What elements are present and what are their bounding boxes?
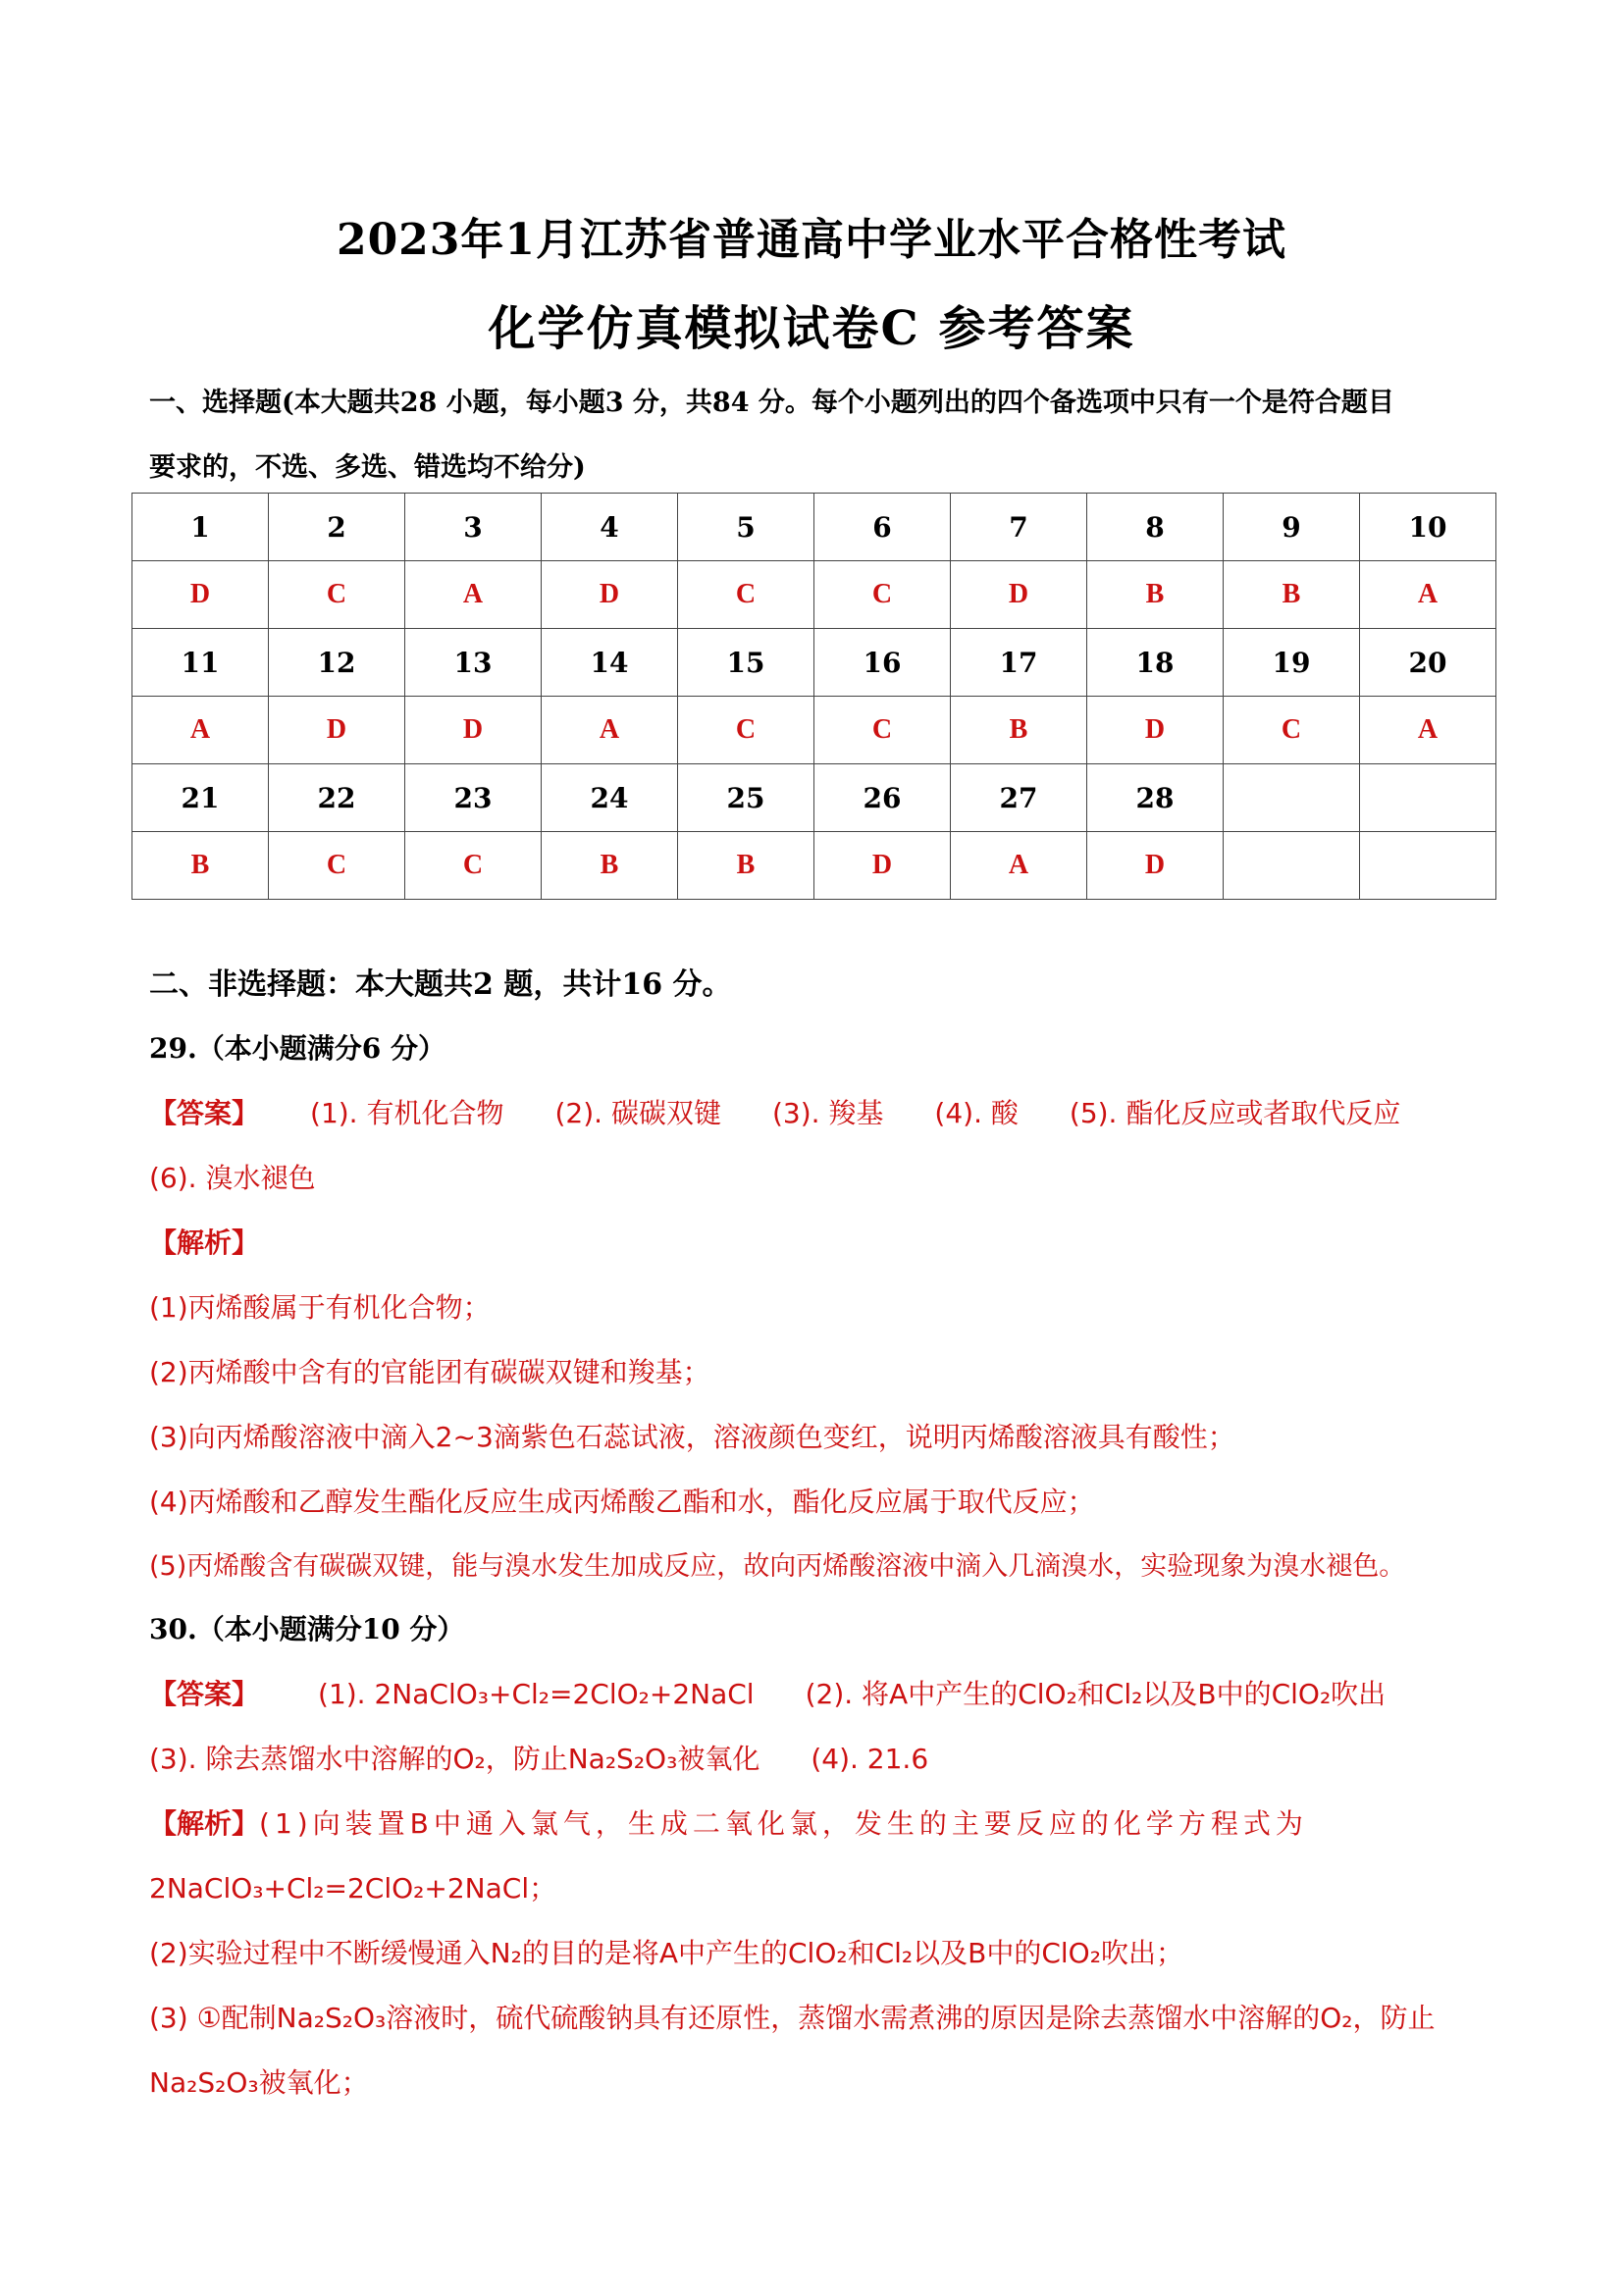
empty-cell bbox=[1224, 764, 1360, 832]
q30-analysis-1: (1)向装置B中通入氯气，生成二氧化氯，发生的主要反应的化学方程式为 bbox=[259, 1807, 1308, 1840]
answer-key: B bbox=[132, 832, 269, 900]
question-number: 25 bbox=[678, 764, 814, 832]
answer-key-row bbox=[132, 697, 1496, 764]
section2-heading: 二、非选择题：本大题共2 题，共计16 分。 bbox=[149, 967, 732, 1002]
answer-key: A bbox=[405, 561, 542, 629]
question-number-row bbox=[132, 764, 1496, 832]
empty-cell bbox=[1360, 832, 1496, 900]
q30-heading: 30.（本小题满分10 分） bbox=[149, 1613, 465, 1645]
question-number: 5 bbox=[678, 494, 814, 561]
answer-key: A bbox=[1360, 697, 1496, 764]
exam-subtitle: 化学仿真模拟试卷C 参考答案 bbox=[488, 301, 1135, 356]
q29-analysis-5: (5)丙烯酸含有碳碳双键，能与溴水发生加成反应，故向丙烯酸溶液中滴入几滴溴水，实验现象为溴水褪色。 bbox=[149, 1551, 1406, 1582]
section1-heading-line1: 一、选择题(本大题共28 小题，每小题3 分，共84 分。每个小题列出的四个备选项中只有一个是符合题目 bbox=[149, 388, 1394, 418]
question-number: 6 bbox=[814, 494, 951, 561]
answer-key: B bbox=[1087, 561, 1224, 629]
answer-key: B bbox=[542, 832, 678, 900]
answer-key: D bbox=[1087, 697, 1224, 764]
question-number: 12 bbox=[269, 629, 405, 697]
q29-analysis-2: (2)丙烯酸中含有的官能团有碳碳双键和羧基； bbox=[149, 1356, 710, 1388]
answer-key: C bbox=[678, 697, 814, 764]
answer-key: D bbox=[951, 561, 1087, 629]
q30-answer-label: 【答案】 bbox=[149, 1678, 260, 1710]
question-number: 18 bbox=[1087, 629, 1224, 697]
answer-key: A bbox=[542, 697, 678, 764]
q29-answer-1: (1). 有机化合物 bbox=[310, 1097, 504, 1129]
q29-answer-6: (6). 溴水褪色 bbox=[149, 1162, 316, 1194]
question-number: 20 bbox=[1360, 629, 1496, 697]
answer-key: C bbox=[1224, 697, 1360, 764]
q29-answer-3: (3). 羧基 bbox=[771, 1097, 884, 1129]
answer-key: D bbox=[132, 561, 269, 629]
q29-answer-4: (4). 酸 bbox=[934, 1097, 1019, 1129]
question-number: 10 bbox=[1360, 494, 1496, 561]
question-number-row bbox=[132, 494, 1496, 561]
question-number-row bbox=[132, 629, 1496, 697]
answer-table bbox=[131, 493, 1496, 900]
q30-analysis-5: Na₂S₂O₃被氧化； bbox=[149, 2066, 369, 2099]
question-number: 21 bbox=[132, 764, 269, 832]
q30-answer-4: (4). 21.6 bbox=[811, 1743, 929, 1775]
question-number: 3 bbox=[405, 494, 542, 561]
q30-answer-2: (2). 将A中产生的ClO₂和Cl₂以及B中的ClO₂吹出 bbox=[805, 1678, 1387, 1710]
question-number: 13 bbox=[405, 629, 542, 697]
answer-key: B bbox=[1224, 561, 1360, 629]
question-number: 4 bbox=[542, 494, 678, 561]
answer-key: D bbox=[1087, 832, 1224, 900]
q30-analysis-3: (2)实验过程中不断缓慢通入N₂的目的是将A中产生的ClO₂和Cl₂以及B中的ClO₂吹出； bbox=[149, 1937, 1183, 1969]
question-number: 11 bbox=[132, 629, 269, 697]
q29-analysis-4: (4)丙烯酸和乙醇发生酯化反应生成丙烯酸乙酯和水，酯化反应属于取代反应； bbox=[149, 1486, 1095, 1518]
question-number: 19 bbox=[1224, 629, 1360, 697]
answer-key: A bbox=[1360, 561, 1496, 629]
answer-key: B bbox=[678, 832, 814, 900]
answer-key: B bbox=[951, 697, 1087, 764]
question-number: 23 bbox=[405, 764, 542, 832]
q30-analysis-2: 2NaClO₃+Cl₂=2ClO₂+2NaCl； bbox=[149, 1872, 557, 1905]
answer-key: C bbox=[405, 832, 542, 900]
q30-analysis-line1 bbox=[149, 1792, 1493, 1856]
answer-key-row bbox=[132, 561, 1496, 629]
answer-key: A bbox=[132, 697, 269, 764]
q29-analysis-1: (1)丙烯酸属于有机化合物； bbox=[149, 1291, 491, 1324]
q29-analysis-label: 【解析】 bbox=[149, 1226, 260, 1259]
answer-key: D bbox=[405, 697, 542, 764]
question-number: 14 bbox=[542, 629, 678, 697]
answer-key: C bbox=[814, 697, 951, 764]
answer-key: C bbox=[269, 561, 405, 629]
q30-analysis-4: (3) ①配制Na₂S₂O₃溶液时，硫代硫酸钠具有还原性，蒸馏水需煮沸的原因是除去蒸馏水中溶解的O₂，防止 bbox=[149, 2002, 1436, 2034]
question-30 bbox=[149, 1597, 1493, 2115]
answer-key-row bbox=[132, 832, 1496, 900]
q29-heading: 29.（本小题满分6 分） bbox=[149, 1032, 445, 1065]
question-number: 15 bbox=[678, 629, 814, 697]
q30-analysis-label: 【解析】 bbox=[149, 1807, 260, 1840]
answer-key: C bbox=[269, 832, 405, 900]
q29-answer-label: 【答案】 bbox=[149, 1097, 260, 1129]
question-number: 8 bbox=[1087, 494, 1224, 561]
question-number: 1 bbox=[132, 494, 269, 561]
question-number: 16 bbox=[814, 629, 951, 697]
question-29 bbox=[149, 1017, 1493, 1599]
answer-key: C bbox=[814, 561, 951, 629]
section1-heading bbox=[149, 371, 1493, 500]
question-number: 26 bbox=[814, 764, 951, 832]
q30-answer-3: (3). 除去蒸馏水中溶解的O₂，防止Na₂S₂O₃被氧化 bbox=[149, 1743, 760, 1775]
question-number: 22 bbox=[269, 764, 405, 832]
answer-key: D bbox=[269, 697, 405, 764]
answer-key: D bbox=[542, 561, 678, 629]
question-number: 28 bbox=[1087, 764, 1224, 832]
empty-cell bbox=[1360, 764, 1496, 832]
exam-title: 2023年1月江苏省普通高中学业水平合格性考试 bbox=[336, 215, 1287, 265]
q30-answer-1: (1). 2NaClO₃+Cl₂=2ClO₂+2NaCl bbox=[318, 1678, 755, 1710]
question-number: 2 bbox=[269, 494, 405, 561]
empty-cell bbox=[1224, 832, 1360, 900]
q29-answer-line bbox=[149, 1081, 1493, 1146]
answer-key: D bbox=[814, 832, 951, 900]
question-number: 24 bbox=[542, 764, 678, 832]
answer-key: A bbox=[951, 832, 1087, 900]
question-number: 27 bbox=[951, 764, 1087, 832]
question-number: 7 bbox=[951, 494, 1087, 561]
question-number: 17 bbox=[951, 629, 1087, 697]
q30-answer-line bbox=[149, 1662, 1493, 1727]
q29-answer-2: (2). 碳碳双键 bbox=[554, 1097, 721, 1129]
q30-answer-line2 bbox=[149, 1727, 1493, 1792]
q29-answer-5: (5). 酯化反应或者取代反应 bbox=[1069, 1097, 1401, 1129]
answer-key: C bbox=[678, 561, 814, 629]
q29-analysis-3: (3)向丙烯酸溶液中滴入2~3滴紫色石蕊试液，溶液颜色变红，说明丙烯酸溶液具有酸性； bbox=[149, 1421, 1235, 1453]
question-number: 9 bbox=[1224, 494, 1360, 561]
section1-heading-line2: 要求的，不选、多选、错选均不给分) bbox=[149, 452, 586, 483]
